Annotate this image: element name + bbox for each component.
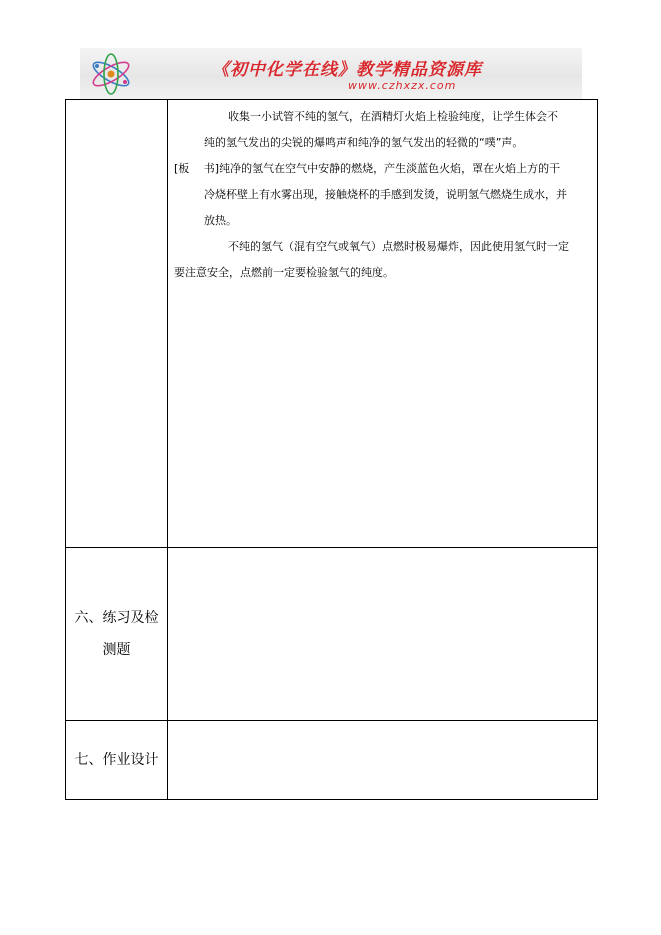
lesson-table [65,99,598,800]
paragraph-2-line-2: 冷烧杯壁上有水雾出现，接触烧杯的手感到发烫，说明氢气燃烧生成水，并 [204,188,567,201]
banner-title: 《初中化学在线》教学精品资源库 [212,60,482,80]
row-label-exercises [66,548,168,721]
table-row [66,548,598,721]
paragraph-3-line-2: 要注意安全，点燃前一定要检验氢气的纯度。 [174,266,394,279]
row-label-homework [66,721,168,800]
header-banner [80,48,582,100]
content-cell [168,721,598,800]
content-cell [168,548,598,721]
paragraph-1-line-2: 纯的氢气发出的尖锐的爆鸣声和纯净的氢气发出的轻微的“噗”声。 [204,136,524,149]
table-row [66,721,598,800]
table-row [66,100,598,548]
paragraph-2-line-1: [板 书]纯净的氢气在空气中安静的燃烧，产生淡蓝色火焰，罩在火焰上方的干 [174,162,561,175]
paragraph-2-line-3: 放热。 [204,214,237,227]
atom-logo-icon [88,52,134,96]
banner-url: www.czhxzx.com [348,79,457,92]
label-line: 七、作业设计 [74,752,159,768]
label-line: 测题 [102,642,131,658]
paragraph-3-line-1: 不纯的氢气（混有空气或氧气）点燃时极易爆炸，因此使用氢气时一定 [228,240,569,253]
content-block [168,100,597,286]
content-cell [168,100,598,548]
row-label-empty [66,100,168,548]
paragraph-1-line-1: 收集一小试管不纯的氢气，在酒精灯火焰上检验纯度，让学生体会不 [228,110,558,123]
label-line: 六、练习及检 [74,610,159,626]
